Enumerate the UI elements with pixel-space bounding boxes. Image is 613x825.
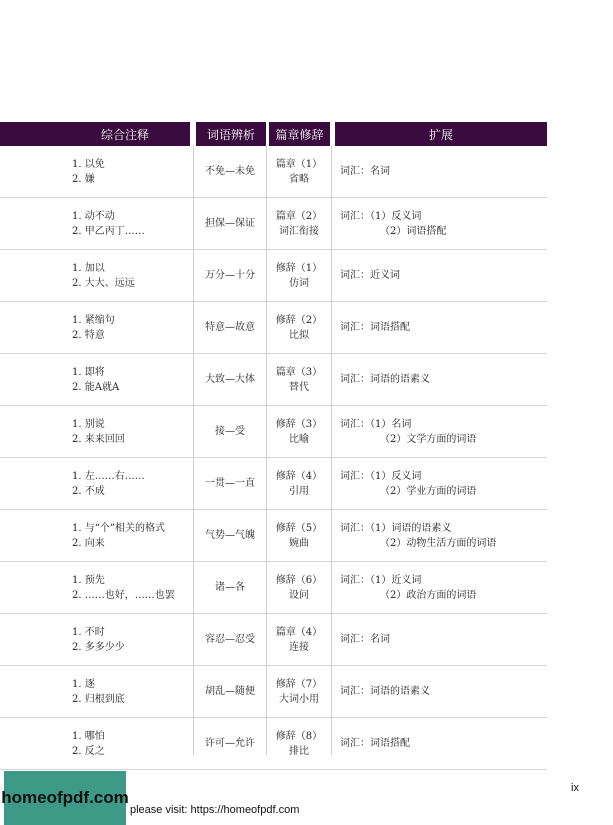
notes-cell	[72, 146, 193, 197]
extension-item: 词汇：近义词	[340, 270, 400, 281]
note-item: 1. 预先	[72, 574, 105, 586]
rhetoric-cell	[267, 146, 331, 197]
extension-cell	[340, 146, 547, 197]
analysis-cell	[194, 406, 266, 457]
extension-item: （2）学业方面的词语	[380, 485, 477, 497]
extension-item: 词汇：（1）词语的语素义	[340, 522, 452, 534]
page-number: ix	[571, 782, 579, 794]
rhetoric-item: 修辞（2）	[275, 314, 323, 326]
rhetoric-item: 修辞（1）	[275, 262, 323, 274]
rhetoric-item: 替代	[289, 381, 309, 393]
rhetoric-cell	[267, 718, 331, 769]
notes-cell	[72, 614, 193, 665]
header-word-analysis: 词语辨析	[196, 122, 266, 146]
rhetoric-item: 篇章（4）	[275, 626, 323, 638]
rhetoric-item: 篇章（3）	[275, 366, 323, 378]
word-pair: 担保—保证	[205, 218, 255, 229]
extension-cell	[340, 406, 547, 457]
table-row	[0, 406, 547, 458]
analysis-cell	[194, 146, 266, 197]
extension-cell	[340, 458, 547, 509]
table-row	[0, 458, 547, 510]
note-item: 2. 来来回回	[72, 433, 125, 445]
extension-item: 词汇：（1）反义词	[340, 470, 422, 482]
table-row	[0, 198, 547, 250]
rhetoric-cell	[267, 666, 331, 717]
notes-cell	[72, 666, 193, 717]
note-item: 2. ……也好，……也罢	[72, 589, 175, 601]
table-row	[0, 146, 547, 198]
rhetoric-item: 修辞（8）	[275, 730, 323, 742]
note-item: 1. 紧缩句	[72, 314, 115, 326]
table-row	[0, 354, 547, 406]
note-item: 2. 多多少少	[72, 641, 125, 653]
word-pair: 气势—气魄	[205, 530, 255, 541]
word-pair: 一贯—一直	[205, 478, 255, 489]
rhetoric-item: 比喻	[289, 433, 309, 445]
header-comprehensive-notes: 综合注释	[0, 122, 190, 146]
note-item: 1. 左……右……	[72, 470, 145, 482]
rhetoric-item: 修辞（5）	[275, 522, 323, 534]
extension-item: 词汇：（1）近义词	[340, 574, 422, 586]
extension-item: （2）动物生活方面的词语	[380, 537, 497, 549]
extension-cell	[340, 718, 547, 769]
extension-item: 词汇：（1）反义词	[340, 210, 422, 222]
rhetoric-cell	[267, 406, 331, 457]
word-pair: 万分—十分	[205, 270, 255, 281]
note-item: 2. 能A就A	[72, 381, 120, 393]
analysis-cell	[194, 562, 266, 613]
analysis-cell	[194, 666, 266, 717]
analysis-cell	[194, 198, 266, 249]
table-row	[0, 302, 547, 354]
rhetoric-cell	[267, 562, 331, 613]
rhetoric-item: 连接	[289, 641, 309, 653]
rhetoric-item: 篇章（1）	[275, 158, 323, 170]
notes-cell	[72, 406, 193, 457]
rhetoric-item: 词汇衔接	[279, 225, 319, 237]
site-logo[interactable]: homeofpdf.com	[4, 771, 126, 825]
analysis-cell	[194, 614, 266, 665]
extension-item: 词汇：名词	[340, 166, 390, 177]
extension-cell	[340, 562, 547, 613]
note-item: 2. 反之	[72, 745, 105, 757]
extension-item: 词汇：（1）名词	[340, 418, 412, 430]
rhetoric-item: 婉曲	[289, 537, 309, 549]
extension-cell	[340, 354, 547, 405]
notes-cell	[72, 302, 193, 353]
note-item: 2. 特意	[72, 329, 105, 341]
notes-cell	[72, 354, 193, 405]
extension-item: （2）政治方面的词语	[380, 589, 477, 601]
header-discourse-rhetoric: 篇章修辞	[269, 122, 330, 146]
rhetoric-cell	[267, 302, 331, 353]
rhetoric-cell	[267, 458, 331, 509]
analysis-cell	[194, 250, 266, 301]
rhetoric-item: 引用	[289, 485, 309, 497]
notes-cell	[72, 458, 193, 509]
rhetoric-item: 仿词	[289, 277, 309, 289]
note-item: 2. 向来	[72, 537, 105, 549]
rhetoric-item: 修辞（3）	[275, 418, 323, 430]
rhetoric-cell	[267, 614, 331, 665]
note-item: 1. 与“个”相关的格式	[72, 522, 165, 534]
rhetoric-item: 设问	[289, 589, 309, 601]
rhetoric-cell	[267, 354, 331, 405]
extension-cell	[340, 614, 547, 665]
rhetoric-item: 排比	[289, 745, 309, 757]
table-row	[0, 510, 547, 562]
notes-cell	[72, 718, 193, 769]
rhetoric-cell	[267, 250, 331, 301]
word-pair: 接—受	[215, 426, 245, 437]
word-pair: 特意—故意	[205, 322, 255, 333]
notes-cell	[72, 510, 193, 561]
rhetoric-item: 修辞（4）	[275, 470, 323, 482]
word-pair: 诸—各	[215, 582, 245, 593]
extension-cell	[340, 666, 547, 717]
table-row	[0, 614, 547, 666]
extension-cell	[340, 510, 547, 561]
visit-link[interactable]: please visit: https://homeofpdf.com	[130, 804, 300, 816]
note-item: 1. 加以	[72, 262, 105, 274]
notes-cell	[72, 250, 193, 301]
table-row	[0, 666, 547, 718]
note-item: 1. 即将	[72, 366, 105, 378]
note-item: 2. 大大、远远	[72, 277, 135, 289]
analysis-cell	[194, 302, 266, 353]
header-extension: 扩展	[335, 122, 547, 146]
extension-item: 词汇：词语的语素义	[340, 374, 430, 385]
analysis-cell	[194, 718, 266, 769]
note-item: 1. 动不动	[72, 210, 115, 222]
note-item: 1. 别说	[72, 418, 105, 430]
note-item: 2. 甲乙丙丁……	[72, 225, 145, 237]
table-row	[0, 718, 547, 770]
note-item: 2. 归根到底	[72, 693, 125, 705]
extension-cell	[340, 198, 547, 249]
note-item: 1. 不时	[72, 626, 105, 638]
extension-item: 词汇：名词	[340, 634, 390, 645]
word-pair: 容忍—忍受	[205, 634, 255, 645]
table-row	[0, 562, 547, 614]
notes-cell	[72, 198, 193, 249]
extension-item: （2）文学方面的词语	[380, 433, 477, 445]
extension-cell	[340, 302, 547, 353]
rhetoric-cell	[267, 198, 331, 249]
extension-item: 词汇：词语的语素义	[340, 686, 430, 697]
word-pair: 胡乱—随便	[205, 686, 255, 697]
note-item: 1. 以免	[72, 158, 105, 170]
rhetoric-item: 省略	[289, 173, 309, 185]
note-item: 1. 哪怕	[72, 730, 105, 742]
rhetoric-item: 大词小用	[279, 693, 319, 705]
rhetoric-cell	[267, 510, 331, 561]
note-item: 2. 不成	[72, 485, 105, 497]
word-pair: 大致—大体	[205, 374, 255, 385]
rhetoric-item: 篇章（2）	[275, 210, 323, 222]
extension-cell	[340, 250, 547, 301]
extension-item: 词汇：词语搭配	[340, 322, 410, 333]
extension-item: 词汇：词语搭配	[340, 738, 410, 749]
table-row	[0, 250, 547, 302]
note-item: 2. 嫌	[72, 173, 95, 185]
extension-item: （2）词语搭配	[380, 225, 447, 237]
notes-cell	[72, 562, 193, 613]
analysis-cell	[194, 354, 266, 405]
rhetoric-item: 修辞（7）	[275, 678, 323, 690]
analysis-cell	[194, 510, 266, 561]
rhetoric-item: 修辞（6）	[275, 574, 323, 586]
note-item: 1. 逐	[72, 678, 95, 690]
rhetoric-item: 比拟	[289, 329, 309, 341]
word-pair: 许可—允许	[205, 738, 255, 749]
analysis-cell	[194, 458, 266, 509]
word-pair: 不免—未免	[205, 166, 255, 177]
